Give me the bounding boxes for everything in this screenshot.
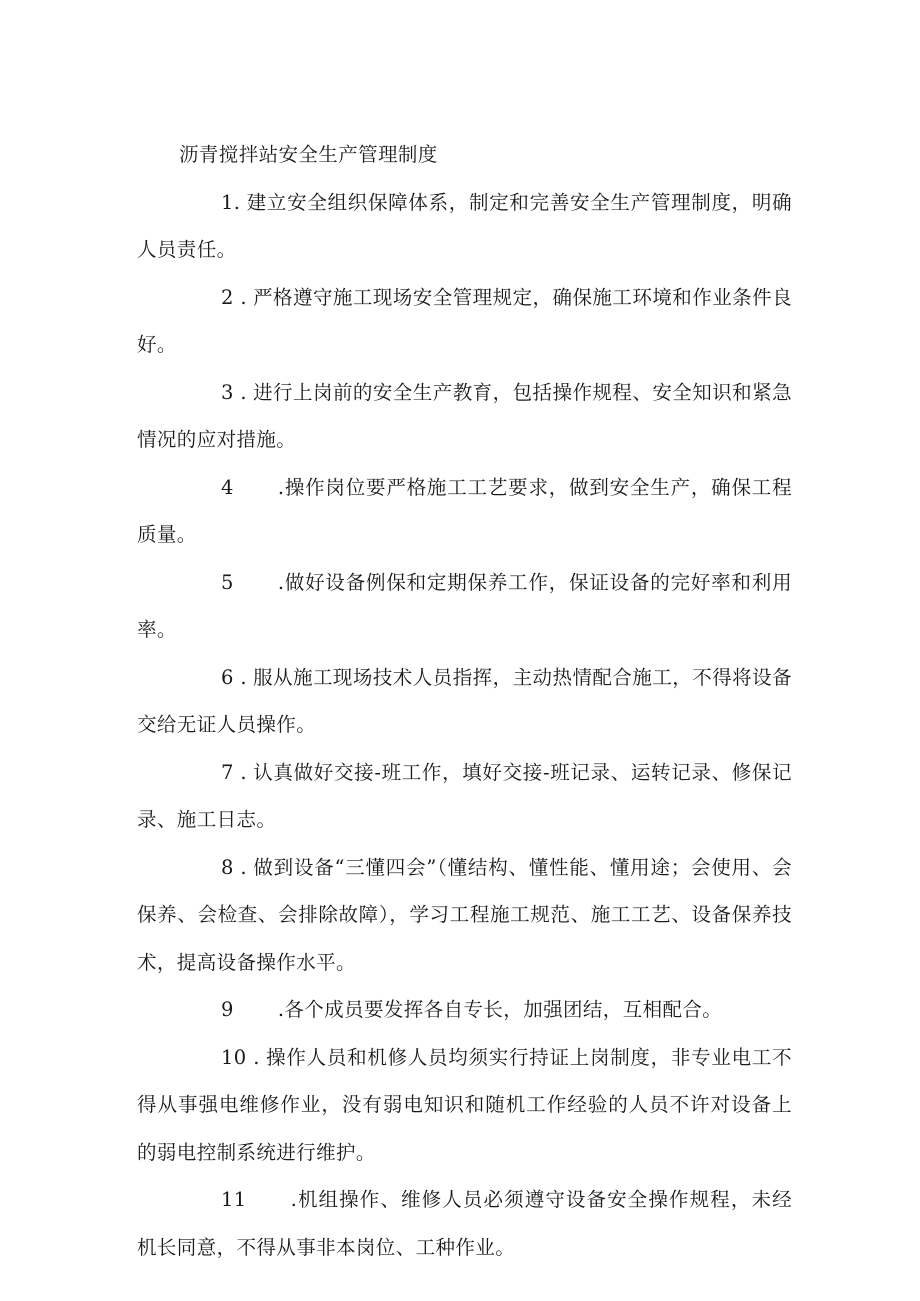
list-item [137,749,792,844]
item-text: 操作人员和机修人员均须实行持证上岗制度，非专业电工不得从事强电维修作业，没有弱电知识和随机工作经验的人员不许对设备上的弱电控制系统进行维护。 [137,1045,792,1164]
item-number: 5 [221,570,234,594]
document-title: 沥青搅拌站安全生产管理制度 [179,143,438,166]
item-text: 认真做好交接-班工作，填好交接-班记录、运转记录、修保记录、施工日志。 [137,760,792,831]
item-text: 进行上岗前的安全生产教育，包括操作规程、安全知识和紧急情况的应对措施。 [137,380,792,451]
list-item [137,844,792,987]
item-text: .操作岗位要严格施工工艺要求，做到安全生产，确保工程质量。 [137,475,792,546]
list-item [137,369,792,464]
list-item [137,179,792,274]
item-text: 建立安全组织保障体系，制定和完善安全生产管理制度，明确人员责任。 [137,190,792,261]
item-text: .做好设备例保和定期保养工作，保证设备的完好率和利用率。 [137,570,792,641]
item-text: 服从施工现场技术人员指挥，主动热情配合施工，不得将设备交给无证人员操作。 [137,665,792,736]
item-number: 11 [221,1188,247,1211]
item-number: 3 . [221,380,248,404]
list-item [137,274,792,369]
list-item [137,1176,792,1271]
document-body [137,131,792,1271]
item-number: 6 . [221,665,248,689]
item-text: 严格遵守施工现场安全管理规定，确保施工环境和作业条件良好。 [137,285,792,356]
list-item [137,654,792,749]
item-number: 2 . [221,285,248,309]
item-text: .机组操作、维修人员必须遵守设备安全操作规程，未经机长同意，不得从事非本岗位、工种作业。 [137,1188,792,1259]
item-text: 做到设备“三懂四会”（懂结构、懂性能、懂用途；会使用、会保养、会检查、会排除故障），学习工程施工规范、施工工艺、设备保养技术，提高设备操作水平。 [137,855,792,974]
item-number: 9 [221,998,234,1021]
list-item [137,464,792,559]
item-number: 10 . [221,1045,260,1069]
item-number: 7 . [221,760,248,784]
list-item [137,1034,792,1177]
item-text: .各个成员要发挥各自专长，加强团结，互相配合。 [277,998,723,1021]
item-number: 1. [221,190,241,214]
list-item [137,986,792,1034]
item-number: 4 [221,475,234,499]
list-item [137,559,792,654]
item-number: 8 . [221,855,248,879]
